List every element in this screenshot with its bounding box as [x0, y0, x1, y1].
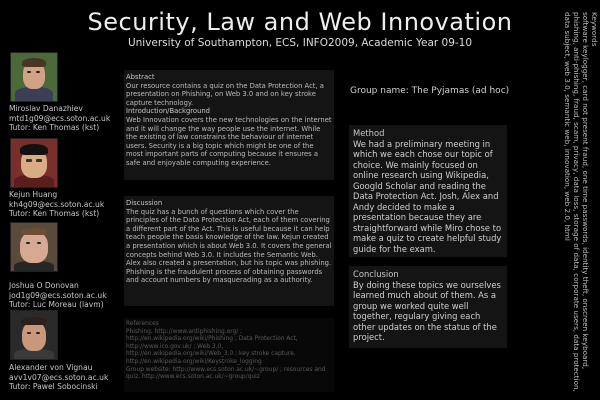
references-heading: References [126, 321, 159, 327]
member-photo [10, 52, 58, 102]
member-name: Joshua O Donovan [9, 281, 79, 290]
discussion-section [124, 196, 334, 306]
conclusion-heading: Conclusion [353, 269, 399, 279]
member-photo [10, 222, 58, 272]
member-tutor: Tutor: Ken Thomas (kst) [9, 209, 100, 218]
keywords-panel [545, 12, 599, 392]
poster-subtitle: University of Southampton, ECS, INFO2009, Academic Year 09-10 [127, 37, 473, 49]
method-heading: Method [353, 128, 385, 138]
member-photo [10, 310, 58, 360]
member-tutor: Tutor: Luc Moreau (lavm) [9, 300, 104, 309]
discussion-text: The quiz has a bunch of questions which cover the principles of the Data Protection Act, each of them covering a different part of the Act. This is useful because it can help teach people the basis knowledge of the law. Kejun created a presentation which is about Web 3.0. It covers the general concepts behind Web 3.0. It includes the Semantic Web. Alex also created a presentation, but his topic was phishing. Phishing is the fraudulent process of obtaining passwords and account numbers by masquerading as a authority. [126, 207, 332, 285]
abstract-text: Our resource contains a quiz on the Data Protection Act, a presentation on Phishing, on Web 3.0 and on key stroke capture technology. [126, 81, 324, 107]
member-name: Miroslav Danazhiev [9, 104, 83, 113]
references-text-2: Group website: http://www.ecs.soton.ac.uk/~group/ ; resources and quiz, http://www.ecs.soton.ac.uk/~group/quiz [126, 366, 326, 381]
member-email: avv1v07@ecs.soton.ac.uk [9, 372, 109, 382]
member-name: Kejun Huang [9, 190, 58, 199]
member-info [9, 104, 129, 133]
member-info [9, 363, 129, 392]
member-info [9, 281, 129, 310]
poster-title: Security, Law and Web Innovation [87, 8, 513, 36]
keywords-text: software keylogger, card not present fraud, one time passwords, identity theft, onscreen keyboard, phishing, anti-phishing, fraud, scam, privacy, data loss, storage of data, corporate users, data protection, data subject, web 3.0, semantic web, innovation, web 2.0, html [563, 12, 590, 392]
member-email: kh4g09@ecs.soton.ac.uk [9, 199, 105, 209]
method-text: We had a preliminary meeting in which we each chose our topic of choice. We mainly focused on online research using Wikipedia, Googld Scholar and reading the Data Protection Act. Josh, Alex and Andy decided to make a presentation because they are straightforward while Miro chose to make a quiz to create helpful study guide for the exam. [353, 138, 502, 254]
introduction-text: Web Innovation covers the new technologies on the internet and it will change the way people use the internet. While the existing of law constrains the behaviour of internet users. Security is a big topic which might be one of the most important parts of computing because it ensures a safe and enjoyable computing experience. [126, 115, 332, 167]
references-text: Phishing, http://www.antiphishing.org/ ; http://en.wikipedia.org/wiki/Phishing ; Data Protection Act, http://www.ico.gov.uk/ ; Web 3.0, http://en.wikipedia.org/wiki/Web_3.0 ; key stroke capture, http://en.wikipedia.org/wiki/Keystroke_logging [126, 328, 298, 365]
abstract-heading: Abstract [126, 73, 155, 81]
abstract-section [124, 70, 334, 180]
method-section [349, 125, 507, 257]
keywords-heading: Keywords [590, 12, 599, 47]
member-tutor: Tutor: Ken Thomas (kst) [9, 123, 100, 132]
discussion-heading: Discussion [126, 199, 163, 207]
group-name: Group name: The Pyjamas (ad hoc) [350, 86, 510, 96]
member-tutor: Tutor: Pawel Sobocinski [9, 382, 98, 391]
member-email: mtd1g09@ecs.soton.ac.uk [9, 113, 111, 123]
conclusion-text: By doing these topics we ourselves learned much about of them. As a group we worked quite well together, regulary giving each other updates on the status of the project. [353, 279, 501, 342]
member-info [9, 190, 129, 219]
member-photo [10, 138, 58, 188]
member-email: jod1g09@ecs.soton.ac.uk [9, 290, 107, 300]
member-name: Alexander von Vignau [9, 363, 93, 372]
references-section [124, 318, 334, 392]
introduction-heading: Introduction/Background [126, 107, 210, 116]
conclusion-section [349, 266, 507, 348]
